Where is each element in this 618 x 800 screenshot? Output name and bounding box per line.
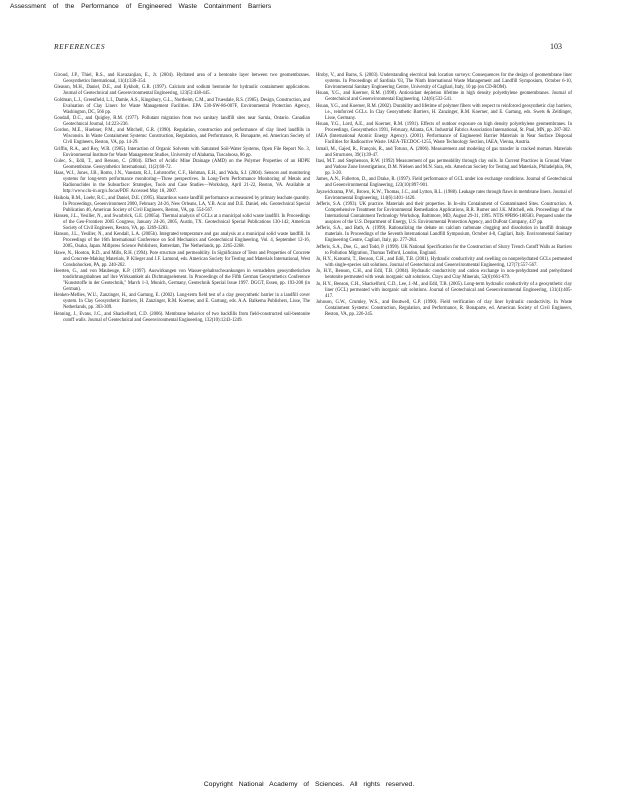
reference-entry: Henken-Mellies, W.U., Zanzinger, H., and Gartung, E. (2002). Long-term field test of a clay geosynthetic barrier in a landfill cover system. In Clay Geosynthetic Barriers, H. Zanzinger, R.M. Koerner, and E. Gartung, eds. A.A. Balkema Publishers, Lisse, The Netherlands, pp. 303-309. [54,293,310,311]
reference-entry: Hanson, J.L., Yesiller, N., and Kendall, L.A. (2005b). Integrated temperature and gas analysis at a municipal solid waste landfill. In Proceedings of the 16th International Conference on Soil Mechanics and Geotechnical Engineering, Vol. 4, September 12-16, 2005, Osaka, Japan. Millpress Science Publishers, Rotterdam, The Netherlands, pp. 2265-2268. [54,232,310,250]
reference-entry: Hansen, J.L., Yesiller, N., and Swarbrick, G.E. (2005a). Thermal analysis of GCLs at a municipal solid waste landfill. In Proceedings of the Geo-Frontiers 2005 Congress, January 24-26, 2005, Austin, TX. Geotechnical Special Publications 130-142, American Society of Civil Engineers, Reston, VA, pp. 3269-3283. [54,214,310,232]
reference-entry: Ismail, M., Gajed, R., François, R., and Totunx, A. (2006). Measurement and modeling of gas transfer in cracked mortars. Materials and Structures, 39(1):39-47. [316,146,572,158]
reference-entry: Hsuan, Y.G., and Koerner, R.M. (1998). Antioxidant depletion lifetime in high density polyethylene geomembranes. Journal of Geotechnical and Geoenvironmental Engineering, 124(6):532-541. [316,91,572,103]
reference-entry: Giroud, J.P., Thiel, R.S., and Kavazanjian, E., Jr. (2004). Hydrated area of a bentonite layer between two geomembranes. Geosynthetics International, 11(4):330-354. [54,73,310,85]
reference-entry: Hsuan, Y.G., Lord, A.E., and Koerner, R.M. (1991). Effects of outdoor exposure on high density polyethylene geomembranes. In Proceedings, Geosynthetics 1991, February, Atlanta, GA. Industrial Fabrics Association International, St. Paul, MN, pp. 287-302. [316,122,572,134]
reference-entry: Henning, J., Evans, J.C., and Shackelford, C.D. (2006). Membrane behavior of two backfills from field-constructed soil-bentonite cutoff walls. Journal of Geotechnical and Geoenvironmental Engineering, 132(10):1243-1249. [54,311,310,323]
reference-entry: IAEA (International Atomic Energy Agency). (2001). Performance of Engineered Barrier Materials in Near Surface Disposal Facilities for Radioactive Waste. IAEA-TECDOC-1255, Waste Technology Section, IAEA, Vienna, Austria. [316,134,572,146]
reference-entry: Griffin, R.A., and Roy, W.R. (1985). Interaction of Organic Solvents with Saturated Soil-Water Systems, Open File Report No. 3, Environmental Institute for Waste Management Studies, University of Alabama, Tuscaloosa, 86 pp. [54,146,310,158]
reference-entry: Goodall, D.C., and Quigley, R.M. (1977). Pollutant migration from two sanitary landfill sites near Sarnia, Ontario. Canadian Geotechnical Journal, 14:223-236. [54,116,310,128]
references-right-column [316,73,572,318]
page-number: 103 [550,42,562,51]
reference-entry: Jo, H.Y., Katsumi, T., Benson, C.H., and Edil, T.B. (2001). Hydraulic conductivity and swelling on nonprehydrated GCLs permeated with single-species salt solutions. Journal of Geotechnical and Geoenvironmental Engineering, 127(7):557-567. [316,257,572,269]
reference-entry: Hawe, N., Hooton, R.D., and Mills, R.H. (1994). Pore structure and permeability. In Significance of Tests and Properties of Concrete and Concrete-Making Materials, P. Klieger and J.F. Lamond, eds. American Society for Testing and Materials International, West Conshohocken, PA, pp. 240-262. [54,250,310,268]
reference-entry: Heerten, G., and von Maubeuge, K.P. (1997). Auswirkungen von Wasser-gehaltsschwankungen in vernadelten geosynthetischen tondichtungsbahnen auf ihre Wirksamkeit als Dichtungselement. In Proceedings of the Fifth German Geosynthetics Conference "Kunststoffe in der Geotechnik," March 1-3, Munich, Germany, Geotechnik Special Issue 1997. DGGT, Essen, pp. 193-200 (in German). [54,269,310,293]
running-head: Assessment of the Performance of Engineered Waste Containment Barriers [10,3,272,10]
reference-entry: Gulec, S., Edil, T., and Benson, C. (2004). Effect of Acidic Mine Drainage (AMD) on the Polymer Properties of an HDPE Geomembrane. Geosynthetics International, 11(2):60-72. [54,159,310,171]
reference-entry: Gleason, M.H., Daniel, D.E., and Eykholt, G.R. (1997). Calcium and sodium bentonite for hydraulic containment applications. Journal of Geotechnical and Geoenvironmental Engineering, 123(5):438-445. [54,85,310,97]
reference-entry: Jefferis, S.A., and Bath, A. (1999). Rationalizing the debate on calcium carbonate clogging and dissolution in landfill drainage materials. In Proceedings of the Seventh International Landfill Symposium, October 4-8, Cagliari, Italy. Environmental Sanitary Engineering Centre, Cagliari, Italy, pp. 277-284. [316,226,572,244]
reference-entry: Jefferis, S.A. (1993). UK practice. Materials and their properties. In In-situ Containment of Contaminated Sites. Construction. A Comprehensive Treatment for Environmental Remediation Applications, R.R. Rumer and J.K. Mitchell, eds. Proceedings of the International Containment Technology Workshop, Baltimore, MD, August 29-31, 1995. NTIS #PB96-180583. Prepared under the auspices of the U.S. Department of Energy, U.S. Environmental Protection Agency, and DuPont Company, 437 pp. [316,202,572,226]
reference-entry: Hsuan, Y.G., and Koerner, R.M. (2002). Durability and lifetime of polymer fibers with respect to reinforced geosynthetic clay barriers, i.e., reinforced GCLs. In Clay Geosynthetic Barriers, H. Zanzinger, R.M. Koerner, and E. Gartung, eds. Swets & Zeitlinger, Lisse, Germany. [316,103,572,121]
section-title: REFERENCES [54,42,106,51]
reference-entry: Gordon, M.E., Huebner, P.M., and Mitchell, G.R. (1990). Regulation, construction and performance of clay lined landfills in Wisconsin. In Waste Containment Systems: Construction, Regulation, and Performance, R. Bonaparte, ed. American Society of Civil Engineers, Reston, VA, pp. 14-29. [54,128,310,146]
reference-entry: Jefferis, S.A., Doe, G., and Todd, P. (1999). UK National Specification for the Construction of Slurry Trench Cutoff Walls as Barriers to Pollution Migration, Thomas Telford, London, England. [316,244,572,256]
reference-entry: Jayawickrama, P.W., Brown, K.W., Thomas, J.C., and Lytton, R.L. (1988). Leakage rates through flaws in membrane liners. Journal of Environmental Engineering, 114(6):1401-1420. [316,189,572,201]
reference-entry: Haikola, B.M., Loehr, R.C., and Daniel, D.E. (1995). Hazardous waste landfill performance as measured by primary leachate quantity. In Proceedings, Geoenvironment 2000, February 24-26, New Orleans, LA, Y.B. Acar and D.E. Daniel, eds. Geotechnical Special Publication 46, American Society of Civil Engineers, Reston, VA, pp. 554-567. [54,195,310,213]
reference-entry: Goldman, L.J., Greenfield, L.I., Damle, A.S., Kingsbury, G.L., Northeim, C.M., and Truesdale, R.S. (1985). Design, Construction, and Evaluation of Clay Liners for Waste Management Facilities. EPA 530-SW-86-007F, Environmental Protection Agency, Washington, DC, 566 pp. [54,97,310,115]
reference-entry: Jo, H.Y., Benson, C.H., Shackelford, C.D., Lee, J.-M., and Edil, T.B. (2005). Long-term hydraulic conductivity of a geosynthetic clay liner (GCL) permeated with inorganic salt solutions. Journal of Geotechnical and Geoenvironmental Engineering, 131(4):405-417. [316,281,572,299]
reference-entry: Itasi, M.T. and Stephenson, R.W. (1992) Measurement of gas permeability through clay soils. In Current Practices in Ground Water and Vadose Zone Investigations, D.M. Nielsen and M.N. Sara, eds. American Society for Testing and Materials, Philadelphia, PA, pp. 3-20. [316,159,572,177]
references-left-column [54,73,310,324]
reference-entry: Jo, H.Y., Benson, C.H., and Edil, T.B. (2004). Hydraulic conductivity and cation exchange in non-prehydrated and prehydrated bentonite permeated with weak inorganic salt solutions. Clays and Clay Minerals, 52(6):661-679. [316,269,572,281]
reference-entry: Hroby, V., and Barns, S. (2003). Understanding electrical leak location surveys: Consequences for the design of geomembrane liner systems. In Proceedings of Sardinia '03, The Ninth International Waste Management and Landfill Symposium, October 6-10, Environmental Sanitary Engineering Centre, University of Cagliari, Italy, 10 pp (on CD-ROM). [316,73,572,91]
reference-entry: James, A.N., Fullerton, D., and Drake, R. (1997). Field performance of GCL under ion exchange conditions. Journal of Geotechnical and Geoenvironmental Engineering, 123(10):897-901. [316,177,572,189]
reference-entry: Haas, W.J., Jones, J.B., Romo, J.N., Vanstam, R.J., Lohrstorfer, C.F., Hohman, E.H., and Wada, S.J. (2004). Sensors and monitoring systems for long-term performance monitoring—Three perspectives. In Long-Term Performance Monitoring of Metals and Radionuclides in the Subsurface: Strategies, Tools and Case Studies—Workshop, April 21-22, Reston, VA. Available at http://www.clu-in.org/s.focus/PDF. Accessed May 18, 2007. [54,171,310,195]
copyright-footer: Copyright National Academy of Sciences. All rights reserved. [203,781,415,788]
reference-entry: Johnson, G.W., Crumley, W.S., and Boutwell, G.P. (1990). Field verification of clay liner hydraulic conductivity. In Waste Containment Systems: Construction, Regulation, and Performance, R. Bonaparte, ed. American Society of Civil Engineers, Reston, VA, pp. 226-245. [316,300,572,318]
page-header [54,42,562,54]
